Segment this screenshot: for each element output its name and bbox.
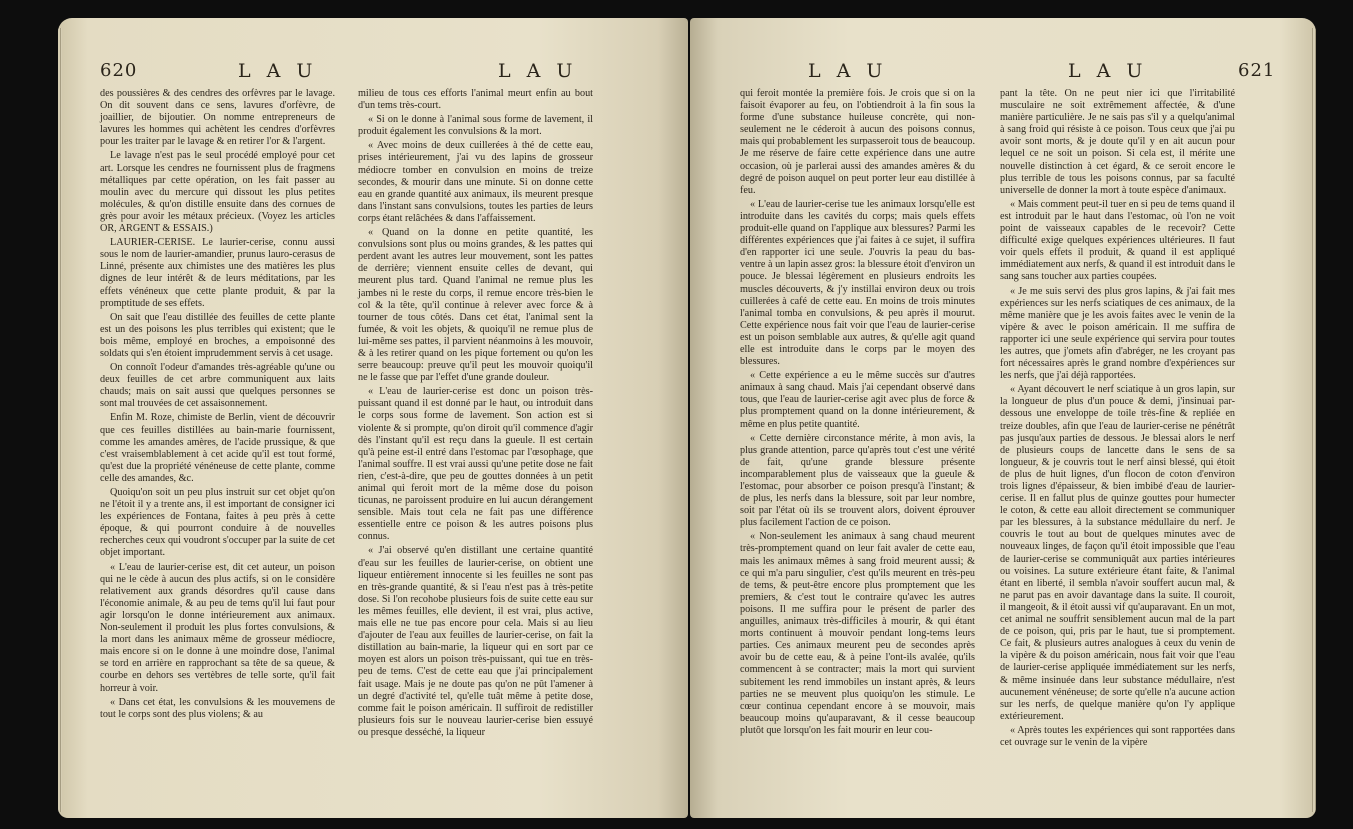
right-running-head-2: L A U [1068,60,1148,82]
left-page-edge [58,28,62,812]
paragraph: Enfin M. Roze, chimiste de Berlin, vient de découvrir que ces feuilles distillées au bain-marie fournissent, comme les amandes amères, de l'acide prussique, & que c'est vraisemblablement à cet acide qu'il est tout formé, qu'est due la propriété vénéneuse de cette plante, comme celle des amandes, &c. [100,412,335,484]
right-column-2 [1000,88,1235,751]
paragraph: « Cette expérience a eu le même succès sur d'autres animaux à sang chaud. Mais j'ai cependant observé dans tous, que l'eau de laurier-cerise agit avec plus de force & plus promptement quand on la donne intérieurement, & même en plus petite quantité. [740,370,975,430]
paragraph: « Cette dernière circonstance mérite, à mon avis, la plus grande attention, parce qu'après tout c'est une vérité de fait, qu'une grande blessure présente incomparablement plus de vaisseaux que la gueule & l'estomac, pour absorber ce poison presqu'à l'instant; & de plus, les nerfs dans la blessure, soit par leur nombre, soit par l'état où ils se trouvent alors, doivent éprouver plus facilement l'action de ce poison. [740,432,975,529]
paragraph: « J'ai observé qu'en distillant une certaine quantité d'eau sur les feuilles de laurier-cerise, on obtient une liqueur entièrement innocente si les feuilles ne sont pas en très-grande quantité, & si l'eau n'est pas à très-petite dose. Si l'on recohobe plusieurs fois de suite cette eau sur les mêmes feuilles, elle devient, il est vrai, plus active, mais elle ne tue pas encore pour cela. Mais si au lieu d'ajouter de l'eau aux feuilles de laurier-cerise, on fait la distillation au bain-marie, la liqueur qui en sort par ce moyen est alors un poison très-puissant, qui tue en très-peu de tems. C'est de cette eau que j'ai principalement fait usage. Mais je ne doute pas qu'on ne pût l'amener à un degré d'activité tel, qu'elle tuât même à petite dose, comme fait le poison américain. Il suffiroit de redistiller plusieurs fois sur le nouveau laurier-cerise bien essuyé ou presque desséché, la liqueur [358,545,593,738]
paragraph: Quoiqu'on soit un peu plus instruit sur cet objet qu'on ne l'étoit il y a trente ans, il est important de consigner ici les expériences de Fontana, faites à peu près à cette époque, & qui pourront conduire à de nouvelles recherches ceux qui voudront s'occuper par la suite de cet objet important. [100,487,335,559]
paragraph: « Mais comment peut-il tuer en si peu de tems quand il est introduit par le haut dans l'estomac, où l'on ne voit point de vaisseaux capables de le recevoir? Cette difficulté exige quelques expériences ultérieures. Il faut voir quels effets il produit, & quand il est appliqué immédiatement aux nerfs, & quand il est introduit dans le sang sans toucher aux parties coupées. [1000,198,1235,283]
paragraph: On connoît l'odeur d'amandes très-agréable qu'une ou deux feuilles de cet arbre communiquent aux laits chauds; mais on sait aussi que quelques personnes se sont mal trouvées de cet assaisonnement. [100,362,335,410]
paragraph: On sait que l'eau distillée des feuilles de cette plante est un des poisons les plus terribles qui existent; que le bois même, employé en broches, a empoisonné des soldats qui s'en étoient imprudemment servis à cet usage. [100,311,335,359]
paragraph: « Dans cet état, les convulsions & les mouvemens de tout le corps sont des plus violens; & au [100,696,335,720]
left-page [58,18,688,818]
paragraph: « L'eau de laurier-cerise est donc un poison très-puissant quand il est donné par le haut, ou introduit dans le corps sous forme de lavement. Son action est si violente & si prompte, qu'on diroit qu'il commence d'agir dès l'instant qu'il est reçu dans la gueule. Il est certain qu'à peine est-il entré dans l'estomac par l'œsophage, que l'animal souffre. Il est vrai aussi qu'une petite dose ne fait rien, c'est-à-dire, que peu de gouttes données à un petit animal qui feroit mort de la même dose du poison ticunas, ne paroissent produire en lui aucun dérangement sensible. Mais tout cela ne fait pas une différence essentielle entre ce poison & les autres poisons plus connus. [358,386,593,543]
left-running-head-1: L A U [238,60,318,82]
left-running-head-2: L A U [498,60,578,82]
paragraph: « Après toutes les expériences qui sont rapportées dans cet ouvrage sur le venin de la vipère [1000,724,1235,748]
right-page-number: 621 [1238,60,1276,81]
right-page [690,18,1316,818]
paragraph: « Si on le donne à l'animal sous forme de lavement, il produit également les convulsions & la mort. [358,114,593,138]
paragraph: qui feroit montée la première fois. Je crois que si on la faisoit évaporer au feu, on l'obtiendroit à la fin sous la forme d'une substance huileuse concrète, qui non-seulement ne le céderoit à aucun des poisons connus, mais qui probablement les surpasseroit tous de beaucoup. Je me réserve de faire cette expérience dans une autre occasion, où je parlerai aussi des amandes amères & du degré de poison auquel on peut porter leur eau distillée à feu. [740,88,975,196]
paragraph: « Avec moins de deux cuillerées à thé de cette eau, prises intérieurement, j'ai vu des lapins de grosseur médiocre tomber en convulsion en moins de treize secondes, & mourir dans une minute. Si on donne cette eau en grande quantité aux animaux, ils meurent presque dans l'instant sans convulsions, toutes les parties de leurs corps étant relâchées & dans l'affaissement. [358,140,593,224]
right-column-1 [740,88,975,739]
paragraph: milieu de tous ces efforts l'animal meurt enfin au bout d'un tems très-court. [358,88,593,112]
left-column-2 [358,88,593,741]
left-page-number: 620 [100,60,138,81]
left-column-1 [100,88,335,723]
paragraph: LAURIER-CERISE. Le laurier-cerise, connu aussi sous le nom de laurier-amandier, prunus lauro-cerasus de Linné, présente aux chimistes une des matières les plus dignes de leur intérêt & de leurs méditations, par les effets vénéneux que cette plante produit, & par la promptitude de ses effets. [100,237,335,309]
paragraph: « L'eau de laurier-cerise est, dit cet auteur, un poison qui ne le cède à aucun des plus actifs, si on le considère relativement aux grands désordres qu'il cause dans l'économie animale, & au peu de tems qu'il lui faut pour agir lorsqu'on le donne intérieurement aux animaux. Non-seulement il produit les plus fortes convulsions, & la mort dans les animaux même de grosseur médiocre, mais encore si on le donne à une moindre dose, l'animal se tord en arrière en rapprochant sa tête de sa queue, & courbe en dehors ses vertèbres de telle sorte, qu'il fait horreur à voir. [100,561,335,694]
open-book [58,18,1316,818]
right-running-head-1: L A U [808,60,888,82]
paragraph: Le lavage n'est pas le seul procédé employé pour cet art. Lorsque les cendres ne fournissent plus de fragmens métalliques par cette opération, on les fait passer au moulin avec du mercure qui dissout les plus petites molécules, & qu'on distille ensuite dans des cornues de grès pour avoir les métaux précieux. (Voyez les articles OR, ARGENT & ESSAIS.) [100,150,335,235]
paragraph: pant la tête. On ne peut nier ici que l'irritabilité musculaire ne soit extrêmement affectée, & d'une manière particulière. Je ne sais pas s'il y a quelqu'animal à sang froid qui résiste à ce poison. Tous ceux que j'ai pu avoir sont morts, & je doute qu'il y en ait aucun pour lequel ce ne soit un poison. Si cela est, il mérite une nouvelle distinction à cet égard, & ce seroit encore le plus terrible de tous les poisons connus, par sa faculté universelle de donner la mort à toute espèce d'animaux. [1000,88,1235,196]
paragraph: « Quand on la donne en petite quantité, les convulsions sont plus ou moins grandes, & les pattes qui perdent avant les autres leur mouvement, sont les pattes de derrière; viennent ensuite celles de devant, qui meurent plus tard. Quand l'animal ne remue plus les jambes ni le reste du corps, il remue encore très-bien le col & la tête, qu'il continue à relever avec force & à tourner de tous côtés. Dans cet état, l'animal sent la fumée, & voit les objets, & quoiqu'il ne remue plus de lui-même ses pattes, il parvient néanmoins à les mouvoir, & à les retirer quand on les pique fortement ou qu'on les serre beaucoup: preuve qu'il peut les mouvoir quoiqu'il ne le fasse que par l'effet d'une grande douleur. [358,227,593,384]
paragraph: « Je me suis servi des plus gros lapins, & j'ai fait mes expériences sur les nerfs sciatiques de ces animaux, de la même manière que je les avois faites avec le venin de la vipère & avec le poison américain. Il me suffira de rapporter ici une seule expérience qui servira pour toutes les autres, que j'omets afin d'abréger, ne les croyant pas fort nécessaires après le grand nombre d'expériences sur les nerfs, que j'ai déjà rapportées. [1000,285,1235,382]
paragraph: des poussières & des cendres des orfèvres par le lavage. On dit souvent dans ce sens, lavures d'orfèvre, de joaillier, de bijoutier. On nomme entrepreneurs de lavures les hommes qui achètent les cendres d'orfèvres pour les traiter par le lavage & en retirer l'or & l'argent. [100,88,335,148]
paragraph: « Non-seulement les animaux à sang chaud meurent très-promptement quand on leur fait avaler de cette eau, mais les animaux mêmes à sang froid meurent aussi; & ce qui m'a paru singulier, c'est qu'ils meurent en très-peu de tems, & peut-être encore plus promptement que les premiers, & c'est tout le contraire qu'avec les autres poisons. Il me suffira pour le présent de parler des anguilles, animaux très-difficiles à mourir, & qui étant morts continuent à mouvoir pendant long-tems leurs parties. Ces animaux meurent peu de secondes après avoir bu de cette eau, & à peine l'ont-ils avalée, qu'ils commencent à se contracter; mais la mort qui survient subitement les rend immobiles un instant après, & leurs parties ne se meuvent plus quoiqu'on les stimule. Le cœur continua cependant encore à se mouvoir, mais beaucoup moins qu'auparavant, & il cesse beaucoup plutôt que lorsqu'on les fait mourir en leur cou- [740,531,975,736]
paragraph: « Ayant découvert le nerf sciatique à un gros lapin, sur la longueur de plus d'un pouce & demi, j'insinuai par-dessous une enveloppe de toile très-fine & repliée en treize doubles, afin que l'eau de laurier-cerise ne pénétrât pas jusqu'aux parties de dessous. Je blessai alors le nerf de plusieurs coups de lancette dans le sens de sa longueur, & je couvris tout le nerf ainsi blessé, qui étoit de plus de huit lignes, d'un flocon de coton d'environ trois lignes d'épaisseur, & bien imbibé d'eau de laurier-cerise. Il en fallut plus de quinze gouttes pour humecter le coton, & cette eau alloit directement se communiquer par les blessures, à la substance médullaire du nerf. Je couvris le tout au bout de quelques minutes avec de nouveaux linges, de façon qu'il étoit impossible que l'eau de laurier-cerise se communiquât aux parties intérieures ou voisines. La suture extérieure étant faite, & l'animal étant en liberté, il sembla n'avoir souffert aucun mal, & ne parut pas en avoir davantage dans la suite. Il couroit, il mangeoit, & il étoit aussi vif qu'auparavant. En un mot, cet animal ne souffrit sensiblement aucun mal de la part de ce poison, qui, pris par le haut, tue si promptement. Ce fait, & plusieurs autres analogues à ceux du venin de la vipère & du poison américain, nous fait voir que l'eau de laurier-cerise appliquée immédiatement sur les nerfs, & même insinuée dans leur substance médullaire, n'est aucunement vénéneuse; de sorte qu'elle n'a aucune action sur les nerfs, de quelque manière qu'on l'y applique extérieurement. [1000,384,1235,722]
paragraph: « L'eau de laurier-cerise tue les animaux lorsqu'elle est introduite dans les cavités du corps; mais quels effets produit-elle quand on l'applique aux blessures? Parmi les différentes expériences que j'ai faites à ce sujet, il suffira d'en rapporter ici une seule. J'ouvris la peau du bas-ventre à un lapin assez gros: la blessure étoit d'environ un pouce. Je blessai légèrement en plusieurs endroits les muscles découverts, & j'y instillai environ deux ou trois cuillerées à café de cette eau. En moins de trois minutes l'animal tomba en convulsions, & peu après il mourut. Cette expérience nous fait voir que l'eau de laurier-cerise est un poison semblable aux autres, & qu'elle agit quand elle est introduite dans le corps par le moyen des blessures. [740,198,975,368]
right-page-edge [1312,28,1316,812]
